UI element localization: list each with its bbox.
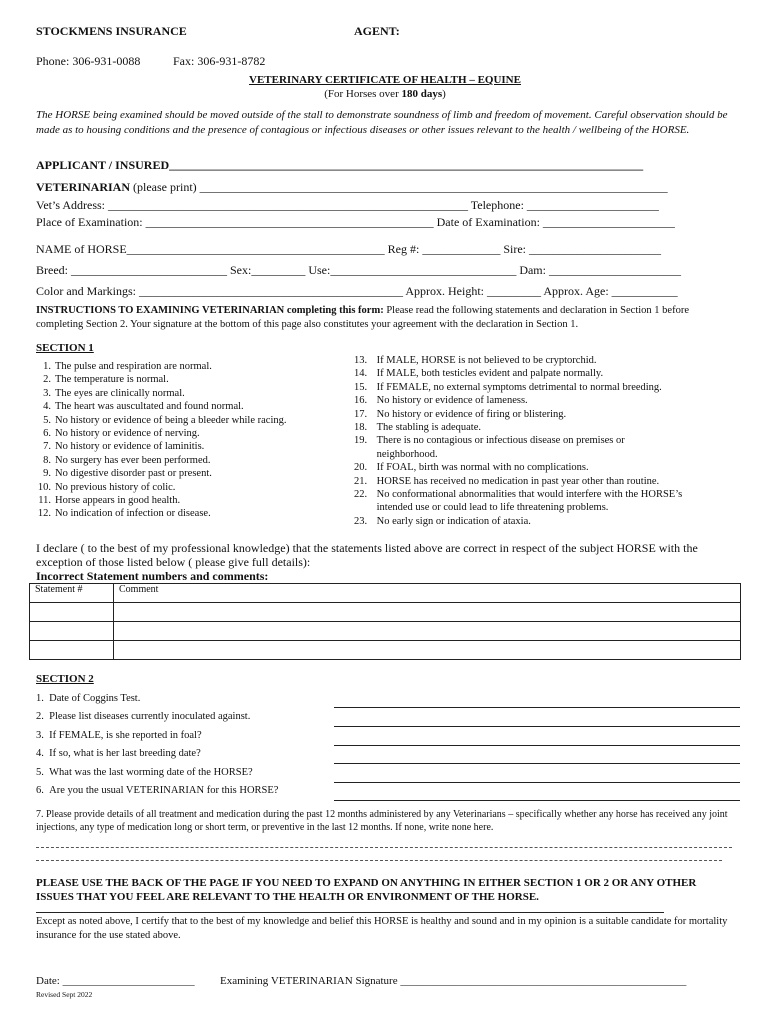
- list-item: 3. If FEMALE, is she reported in foal?: [36, 729, 202, 741]
- section2-title: SECTION 2: [36, 673, 94, 685]
- list-item: 5. What was the last worming date of the HORSE?: [36, 766, 253, 778]
- list-item: 9. No digestive disorder past or present.: [43, 468, 212, 480]
- place-of-examination-field[interactable]: Place of Examination: ________________________________________________ Date of Examination: ______________________: [36, 215, 675, 229]
- fax-number: Fax: 306-931-8782: [173, 54, 266, 68]
- list-item: 12. No indication of infection or disease.: [37, 508, 211, 520]
- list-item: 4. The heart was auscultated and found normal.: [43, 401, 244, 413]
- section1-title: SECTION 1: [36, 342, 94, 354]
- answer-line[interactable]: [334, 745, 740, 746]
- back-page-notice: PLEASE USE THE BACK OF THE PAGE IF YOU NEED TO EXPAND ON ANYTHING IN EITHER SECTION 1 OR 2 OR ANY OTHER ISSUES THAT YOU FEEL ARE RELEVANT TO THE HEALTH OR ENVIRONMENT OF THE HORSE.: [36, 877, 697, 903]
- revision-note: Revised Sept 2022: [36, 990, 93, 999]
- list-item: 18. The stabling is adequate.: [354, 422, 482, 434]
- statement-cell[interactable]: [30, 622, 114, 641]
- list-item: 15. If FEMALE, no external symptoms detrimental to normal breeding.: [354, 381, 662, 393]
- name-of-horse-field[interactable]: NAME of HORSE___________________________________________ Reg #: _____________ Sire: ______________________: [36, 242, 661, 256]
- answer-line[interactable]: [334, 782, 740, 783]
- answer-line[interactable]: [334, 763, 740, 764]
- list-item: 17. No history or evidence of firing or blistering.: [354, 408, 567, 420]
- vet-address-field[interactable]: Vet’s Address: ____________________________________________________________ Telephone: ______________________: [36, 198, 659, 212]
- date-field[interactable]: Date: ________________________: [36, 975, 195, 987]
- question-7-text: 7. Please provide details of all treatment and medication during the past 12 months administered by any Veterinarians – specifically whether any horse has received any joint injections, any type of medication long or short term, or preventive in the last 12 months. If none, write none here.: [36, 809, 728, 833]
- statement-cell[interactable]: [30, 641, 114, 660]
- list-item: 13. If MALE, HORSE is not believed to be cryptorchid.: [354, 355, 597, 366]
- table-header-row: [30, 584, 741, 603]
- section1-right-list: [354, 354, 697, 528]
- list-item: 22. No conformational abnormalities that would interfere with the HORSE’s intended use or could lead to life threatening problems.: [354, 489, 683, 514]
- list-item: 10. No previous history of colic.: [37, 481, 176, 493]
- list-item: 14. If MALE, both testicles evident and palpate normally.: [354, 368, 604, 380]
- statement-cell[interactable]: [30, 603, 114, 622]
- form-subtitle: (For Horses over 180 days): [324, 88, 446, 100]
- table-row[interactable]: [30, 603, 741, 622]
- answer-line[interactable]: [36, 847, 732, 848]
- list-item: 6. Are you the usual VETERINARIAN for this HORSE?: [36, 784, 279, 796]
- agent-label: AGENT:: [354, 24, 400, 38]
- list-item: 20. If FOAL, birth was normal with no complications.: [354, 462, 589, 474]
- column-header-statement: Statement #: [30, 584, 114, 603]
- company-name: STOCKMENS INSURANCE: [36, 24, 187, 38]
- form-title: VETERINARY CERTIFICATE OF HEALTH – EQUINE: [249, 74, 521, 86]
- list-item: 1. The pulse and respiration are normal.: [43, 361, 212, 372]
- intro-text: The HORSE being examined should be moved outside of the stall to demonstrate soundness of limb and freedom of movement. Careful observation should be made as to housing conditions and the presence of contagious or infectious diseases or other issues relevant to the health / wellbeing of the HORSE.: [36, 109, 728, 136]
- table-row[interactable]: [30, 622, 741, 641]
- answer-line[interactable]: [334, 800, 740, 801]
- comments-table: [29, 583, 741, 660]
- color-markings-field[interactable]: Color and Markings: ____________________________________________ Approx. Height: _________ Approx. Age: ___________: [36, 284, 678, 298]
- list-item: 6. No history or evidence of nerving.: [43, 427, 200, 439]
- section2-list: [36, 690, 278, 800]
- list-item: 16. No history or evidence of lameness.: [354, 395, 528, 407]
- comment-cell[interactable]: [114, 603, 741, 622]
- phone-number: Phone: 306-931-0088: [36, 54, 141, 68]
- list-item: 23. No early sign or indication of ataxia.: [354, 515, 531, 527]
- answer-line[interactable]: [334, 726, 740, 727]
- list-item: 3. The eyes are clinically normal.: [43, 387, 185, 399]
- list-item: 7. No history or evidence of laminitis.: [43, 441, 205, 453]
- breed-field[interactable]: Breed: __________________________ Sex:_________ Use:_______________________________ Dam: ______________________: [36, 263, 681, 277]
- answer-line[interactable]: [36, 860, 722, 861]
- column-header-comment: Comment: [114, 584, 741, 603]
- list-item: 5. No history or evidence of being a bleeder while racing.: [43, 414, 287, 426]
- list-item: 2. Please list diseases currently inoculated against.: [36, 711, 251, 723]
- answer-line[interactable]: [334, 707, 740, 708]
- comment-cell[interactable]: [114, 622, 741, 641]
- list-item: 1. Date of Coggins Test.: [36, 693, 141, 704]
- instructions-text: INSTRUCTIONS TO EXAMINING VETERINARIAN completing this form: Please read the following statements and declaration in Section 1 before completing Section 2. Your signature at the bottom of this page also constitutes your agreement with the declaration in Section 1.: [36, 305, 689, 330]
- list-item: 21. HORSE has received no medication in past year other than routine.: [354, 475, 660, 487]
- declaration-text: I declare ( to the best of my professional knowledge) that the statements listed above are correct in respect of the subject HORSE with the exception of those listed below ( please give full details):: [36, 541, 698, 569]
- table-row[interactable]: [30, 641, 741, 660]
- certification-text: Except as noted above, I certify that to the best of my knowledge and belief this HORSE is healthy and sound and in my opinion is a suitable candidate for mortality insurance for the use stated above.: [36, 916, 728, 941]
- applicant-field[interactable]: APPLICANT / INSURED_______________________________________________________________________________: [36, 158, 644, 172]
- list-item: 4. If so, what is her last breeding date?: [36, 748, 201, 760]
- signature-field[interactable]: Examining VETERINARIAN Signature ____________________________________________________: [220, 975, 687, 987]
- separator-line: [36, 912, 664, 913]
- section1-left-list: [30, 360, 287, 521]
- list-item: 8. No surgery has ever been performed.: [43, 454, 211, 466]
- veterinarian-field[interactable]: VETERINARIAN (please print) ______________________________________________________________________________: [36, 180, 668, 194]
- list-item: 19. There is no contagious or infectious disease on premises or neighborhood.: [354, 435, 625, 460]
- list-item: 11. Horse appears in good health.: [38, 494, 181, 506]
- comment-cell[interactable]: [114, 641, 741, 660]
- incorrect-statements-title: Incorrect Statement numbers and comments:: [36, 569, 269, 583]
- list-item: 2. The temperature is normal.: [43, 374, 169, 386]
